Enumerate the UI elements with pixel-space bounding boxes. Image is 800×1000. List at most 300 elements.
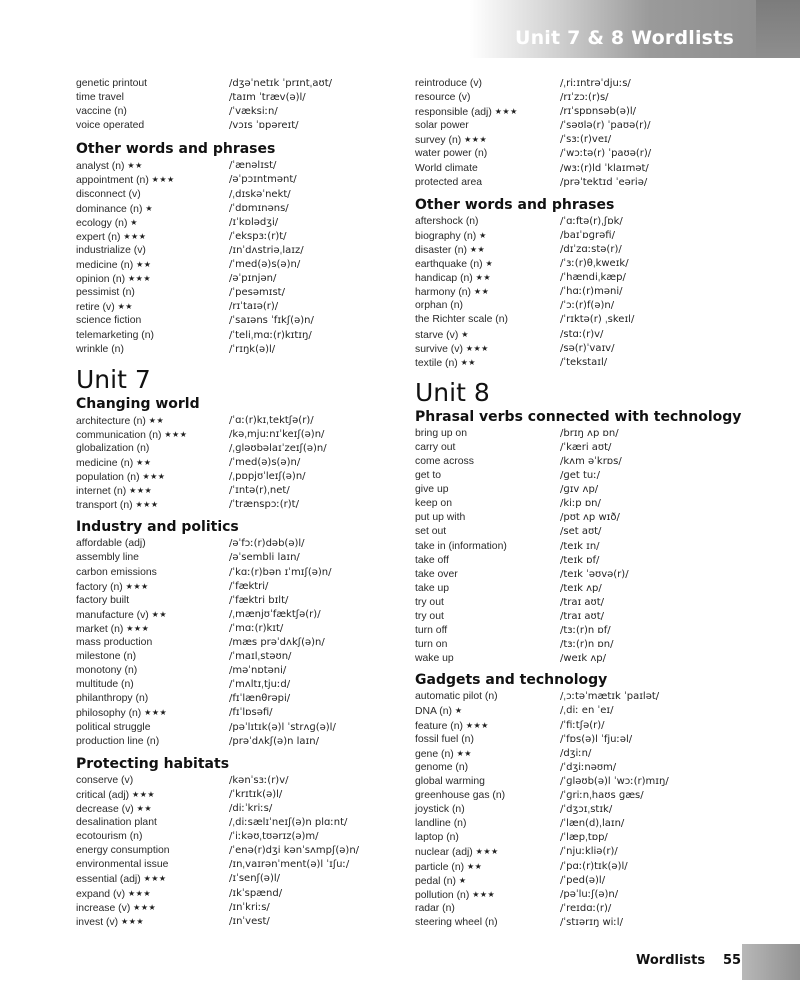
frequency-stars: ★★★ [135,500,159,510]
phonetic-transcription: /set aʊt/ [560,526,602,538]
wordlist-row [415,747,755,761]
word-term [76,636,152,650]
wordlist-row [76,537,402,551]
wordlist-row [415,455,755,469]
phonetic-transcription: /ˈkæri aʊt/ [560,441,612,453]
phonetic-transcription: /ˈtrænspɔː(r)t/ [229,499,299,511]
phonetic-transcription: /traɪ aʊt/ [560,596,605,608]
wordlist-row [76,498,402,512]
word-text: essential (adj) [76,874,141,886]
frequency-stars: ★★★ [464,135,488,145]
phonetic-transcription: /kəˌmjuːnɪˈkeɪʃ(ə)n/ [229,428,325,440]
wordlist-row [76,622,402,636]
word-text: affordable (adj) [76,538,146,550]
phonetic-transcription: /ˈnjuːkliə(r)/ [560,846,618,858]
wordlist-row [76,802,402,816]
word-text: try out [415,596,444,608]
header-edge-tab [756,0,800,58]
frequency-stars: ★ [461,329,469,339]
word-text: retire (v) [76,302,115,314]
wordlist-row [415,775,755,789]
phonetic-transcription: /ˌɡləʊbəlaɪˈzeɪʃ(ə)n/ [229,442,327,454]
phonetic-transcription: /taɪm ˈtræv(ə)l/ [229,92,306,104]
word-term [76,216,138,231]
wordlist-row [76,816,402,830]
word-text: take in (information) [415,540,507,552]
wordlist-row [415,845,755,859]
wordlist-row [76,428,402,442]
phonetic-transcription: /ˈɑː(r)kɪˌtektʃə(r)/ [229,414,314,426]
frequency-stars: ★ [454,706,463,716]
phonetic-transcription: /ˈdʒiːnəʊm/ [560,761,617,773]
word-text: pollution (n) [415,889,470,901]
frequency-stars: ★★★ [133,902,157,912]
word-text: the Richter scale (n) [415,314,508,326]
word-term [415,342,489,357]
word-term [76,580,149,595]
frequency-stars: ★★★ [465,720,489,730]
phonetic-transcription: /ɡet tuː/ [560,470,600,482]
word-term [76,202,153,217]
unit-8-title: Unit 8 [415,377,490,407]
changing-world-list [76,414,402,513]
frequency-stars: ★★ [475,273,491,283]
wordlist-row [76,594,402,608]
phonetic-transcription: /ˌɔːtəˈmætɪk ˈpaɪlət/ [560,691,660,703]
word-term [415,761,468,775]
word-text: particle (n) [415,861,465,873]
word-term [415,719,489,734]
word-text: carry out [415,441,456,453]
phonetic-transcription: /ˈdɒmɪnəns/ [229,202,289,214]
word-text: time travel [76,92,124,104]
header-banner [0,0,800,58]
phonetic-transcription: /ˈenə(r)dʒi kənˈsʌmpʃ(ə)n/ [229,845,360,857]
wordlist-row [415,328,755,342]
frequency-stars: ★★★ [128,274,152,284]
word-term [76,188,141,202]
word-text: wrinkle (n) [76,343,124,355]
wordlist-row [76,442,402,456]
wordlist-row [415,257,755,271]
word-term [76,484,152,499]
phonetic-transcription: /teɪk ˈəʊvə(r)/ [560,568,629,580]
word-text: nuclear (adj) [415,847,473,859]
word-term [415,733,474,747]
phonetic-transcription: /ˈrɪktə(r) ˌskeɪl/ [560,314,635,326]
word-term [76,901,156,916]
frequency-stars: ★★★ [144,708,168,718]
word-text: put up with [415,512,466,524]
phonetic-transcription: /əˈpɔɪntmənt/ [229,174,297,186]
phonetic-transcription: /ˈrɪŋk(ə)l/ [229,343,276,355]
wordlist-row [76,566,402,580]
word-text: medicine (n) [76,260,134,272]
phonetic-transcription: /ɪˈsenʃ(ə)l/ [229,873,280,885]
wordlist-row [76,636,402,650]
word-text: survey (n) [415,135,462,147]
word-text: expand (v) [76,888,126,900]
wordlist-row [76,844,402,858]
wordlist-row [76,887,402,901]
word-term [415,568,458,582]
word-term [415,215,479,229]
wordlist-row [76,608,402,622]
word-term [76,314,141,328]
word-term [415,91,470,105]
word-text: monotony (n) [76,665,138,677]
wordlist-row [76,788,402,802]
word-text: market (n) [76,623,124,635]
frequency-stars: ★★★ [127,888,151,898]
word-term [415,610,444,624]
word-term [76,858,168,872]
left-column [76,77,402,929]
wordlist-row [76,77,402,91]
section-heading-phrasal-verbs: Phrasal verbs connected with technology [415,408,742,425]
word-text: manufacture (v) [76,609,149,621]
word-term [415,77,482,91]
habitats-list [76,774,402,929]
word-term [76,802,152,817]
wordlist-row [415,441,755,455]
word-text: ecotourism (n) [76,831,143,843]
phonetic-transcription: /kənˈsɜː(r)v/ [229,774,289,786]
phonetic-transcription: /ˈɑːftə(r)ˌʃɒk/ [560,215,623,227]
wordlist-row [415,652,755,666]
frequency-stars: ★★★ [142,472,166,482]
word-term [76,566,157,580]
phonetic-transcription: /wɜː(r)ld ˈklaɪmət/ [560,162,649,174]
right-column [415,77,755,930]
frequency-stars: ★★★ [126,623,150,633]
phonetic-transcription: /ˈmɑː(r)kɪt/ [229,622,284,634]
phonetic-transcription: /stɑː(r)v/ [560,328,604,340]
word-term [76,105,127,119]
wordlist-row [76,188,402,202]
right-other-words-list [415,215,755,370]
wordlist-row [76,915,402,929]
phonetic-transcription: /dɪˈzɑːstə(r)/ [560,243,622,255]
word-text: take off [415,554,449,566]
word-text: landline (n) [415,818,467,830]
word-term [76,678,134,692]
word-term [415,638,447,652]
word-text: environmental issue [76,859,169,871]
word-term [76,622,149,637]
frequency-stars: ★ [458,875,467,885]
wordlist-row [76,216,402,230]
word-text: starve (v) [415,329,459,341]
wordlist-row [415,511,755,525]
word-text: biography (n) [415,230,477,242]
word-text: analyst (n) [76,161,125,173]
wordlist-row [76,173,402,187]
wordlist-row [76,774,402,788]
phonetic-transcription: /ɪnˈkriːs/ [229,901,270,913]
word-text: World climate [415,162,478,174]
phonetic-transcription: /ɪnˈdʌstriəˌlaɪz/ [229,244,304,256]
phonetic-transcription: /weɪk ʌp/ [560,653,607,665]
word-text: energy consumption [76,845,170,857]
word-text: political struggle [76,721,151,733]
wordlist-row [415,285,755,299]
word-term [76,887,151,902]
word-term [76,594,129,608]
word-term [415,299,463,313]
phonetic-transcription: /ˈmʌltɪˌtjuːd/ [229,679,291,691]
phonetic-transcription: /ˌdɪskəˈnekt/ [229,188,291,200]
phonetic-transcription: /brɪŋ ʌp ɒn/ [560,427,619,439]
wordlist-row [415,271,755,285]
wordlist-row [415,105,755,119]
word-term [76,428,187,443]
wordlist-row [76,244,402,258]
word-text: automatic pilot (n) [415,691,498,703]
wordlist-row [415,690,755,704]
word-text: radar (n) [415,902,455,914]
word-text: assembly line [76,552,139,564]
word-term [76,442,149,456]
word-term [415,119,469,133]
word-text: decrease (v) [76,803,134,815]
phonetic-transcription: /ˈekspɜː(r)t/ [229,230,287,242]
word-term [76,735,159,749]
phonetic-transcription: /pəˈluːʃ(ə)n/ [560,888,619,900]
wordlist-row [415,91,755,105]
phonetic-transcription: /ˌdiː en ˈeɪ/ [560,705,614,717]
frequency-stars: ★★ [117,302,133,312]
phonetic-transcription: /ˈhændiˌkæp/ [560,272,626,284]
page-number: 55 [723,953,742,968]
word-term [76,244,146,258]
word-term [76,470,165,485]
word-term [76,692,148,706]
phonetic-transcription: /ˈtekstaɪl/ [560,356,608,368]
word-text: increase (v) [76,902,131,914]
frequency-stars: ★★ [136,803,152,813]
word-term [415,243,485,258]
phonetic-transcription: /kiːp ɒn/ [560,498,601,510]
word-term [415,860,482,875]
wordlist-row [76,456,402,470]
word-term [415,582,449,596]
phonetic-transcription: /ˈɪntə(r)ˌnet/ [229,485,290,497]
word-term [415,916,498,930]
phonetic-transcription: /prəˈtektɪd ˈeəriə/ [560,176,648,188]
wordlist-row [76,830,402,844]
wordlist-row [76,858,402,872]
word-text: textile (n) [415,357,458,369]
frequency-stars: ★★★ [132,789,156,799]
wordlist-row [415,860,755,874]
word-text: mass production [76,637,153,648]
word-term [76,650,136,664]
phonetic-transcription: /ˈmed(ə)s(ə)n/ [229,456,301,468]
word-text: come across [415,455,474,467]
word-term [76,844,170,858]
word-term [415,497,452,511]
phonetic-transcription: /ɪnˈvest/ [229,915,270,927]
wordlist-row [415,229,755,243]
phonetic-transcription: /tɜː(r)n ɒf/ [560,625,611,637]
word-text: medicine (n) [76,457,134,469]
word-text: orphan (n) [415,300,463,312]
wordlist-row [415,147,755,161]
word-text: internet (n) [76,486,127,498]
word-text: globalization (n) [76,442,150,454]
word-text: reintroduce (v) [415,78,482,89]
word-term [415,747,472,762]
word-text: disaster (n) [415,244,467,256]
section-heading-habitats: Protecting habitats [76,755,230,772]
wordlist-row [76,650,402,664]
phonetic-transcription: /ˈlæn(d)ˌlaɪn/ [560,818,625,830]
phrasal-verbs-list [415,427,755,667]
word-term [415,817,466,831]
industry-list [76,537,402,748]
gadgets-list [415,690,755,930]
frequency-stars: ★★ [136,457,152,467]
word-text: global warming [415,775,485,787]
word-term [76,872,167,887]
section-heading-gadgets: Gadgets and technology [415,672,608,689]
word-text: give up [415,484,449,496]
phonetic-transcription: /ɪnˌvaɪrənˈment(ə)l ˈɪʃuː/ [229,859,350,871]
frequency-stars: ★★★ [125,581,149,591]
word-text: pessimist (n) [76,287,135,299]
word-term [76,77,147,91]
wordlist-row [76,258,402,272]
word-text: architecture (n) [76,415,146,427]
phonetic-transcription: /ˈfæktri/ [229,580,269,592]
wordlist-row [415,761,755,775]
wordlist-row [76,286,402,300]
word-term [415,427,467,441]
word-term [415,176,482,190]
wordlist-row [415,888,755,902]
word-text: joystick (n) [415,804,465,816]
frequency-stars: ★★★ [465,343,489,353]
word-text: take up [415,582,450,594]
word-text: fossil fuel (n) [415,733,474,745]
wordlist-row [76,91,402,105]
wordlist-row [415,313,755,327]
phonetic-transcription: /ˈhɑː(r)məni/ [560,286,623,298]
word-term [415,441,455,455]
wordlist-row [76,580,402,594]
word-text: transport (n) [76,500,133,512]
phonetic-transcription: /ˈɜː(r)θˌkweɪk/ [560,258,629,270]
word-text: population (n) [76,472,140,484]
word-term [415,285,489,300]
word-text: set out [415,526,447,538]
word-term [76,414,164,429]
phonetic-transcription: /fɪˈlænθrəpi/ [229,693,291,705]
frequency-stars: ★ [145,203,153,213]
phonetic-transcription: /əˈpɪnjən/ [229,273,277,285]
phonetic-transcription: /ˈwɔːtə(r) ˈpaʊə(r)/ [560,148,652,160]
word-text: pedal (n) [415,875,457,887]
word-term [76,915,144,930]
word-term [415,690,498,704]
word-text: aftershock (n) [415,215,479,227]
phonetic-transcription: /ˈɡriːnˌhaʊs ɡæs/ [560,790,644,802]
wordlist-row [415,568,755,582]
phonetic-transcription: /ˈkrɪtɪk(ə)l/ [229,788,283,800]
frequency-stars: ★★ [460,357,476,367]
wordlist-row [415,77,755,91]
wordlist-row [76,706,402,720]
frequency-stars: ★★★ [475,847,499,857]
wordlist-row [76,202,402,216]
phonetic-transcription: /ˈreɪdɑː(r)/ [560,902,612,914]
wordlist-row [415,719,755,733]
unit-7-title: Unit 7 [76,364,151,394]
wordlist-row [415,582,755,596]
frequency-stars: ★★★ [123,231,147,241]
word-text: try out [415,611,444,622]
frequency-stars: ★★★ [494,107,518,117]
phonetic-transcription: /ˌdiːsælɪˈneɪʃ(ə)n plɑːnt/ [229,817,348,829]
word-text: milestone (n) [76,651,137,663]
frequency-stars: ★ [130,217,138,227]
word-text: vaccine (n) [76,106,127,118]
wordlist-row [76,105,402,119]
wordlist-row [76,872,402,886]
section-heading-changing-world: Changing world [76,395,200,412]
phonetic-transcription: /ˌmænjʊˈfæktʃə(r)/ [229,608,321,620]
wordlist-row [415,176,755,190]
page-header-title: Unit 7 & 8 Wordlists [514,27,734,49]
word-term [76,774,133,788]
word-text: solar power [415,120,469,132]
phonetic-transcription: /ˈɔː(r)f(ə)n/ [560,300,615,312]
phonetic-transcription: /ˈmed(ə)s(ə)n/ [229,259,301,271]
wordlist-row [415,624,755,638]
word-text: feature (n) [415,720,463,732]
phonetic-transcription: /teɪk ɪn/ [560,540,600,552]
word-text: ecology (n) [76,217,128,229]
phonetic-transcription: /ˈpesəmɪst/ [229,287,285,299]
phonetic-transcription: /ˈsaɪəns ˈfɪkʃ(ə)n/ [229,315,314,327]
wordlist-row [76,314,402,328]
frequency-stars: ★★★ [143,874,167,884]
wordlist-row [415,497,755,511]
phonetic-transcription: /ˈpɑː(r)tɪk(ə)l/ [560,860,628,872]
word-term [76,343,124,357]
word-term [76,664,137,678]
wordlist-row [415,427,755,441]
word-text: handicap (n) [415,273,473,285]
word-term [415,525,446,539]
word-term [76,329,154,343]
phonetic-transcription: /prəˈdʌkʃ(ə)n laɪn/ [229,735,319,747]
wordlist-row [415,243,755,257]
word-term [415,803,465,817]
wordlist-row [415,704,755,718]
wordlist-row [415,483,755,497]
word-term [415,328,469,343]
word-text: communication (n) [76,429,162,441]
word-term [415,775,485,789]
word-text: philanthropy (n) [76,693,149,705]
word-text: greenhouse gas (n) [415,790,506,802]
word-term [415,554,449,568]
wordlist-row [76,300,402,314]
phonetic-transcription: /dʒəˈnetɪk ˈprɪntˌaʊt/ [229,78,333,89]
word-text: appointment (n) [76,175,149,187]
